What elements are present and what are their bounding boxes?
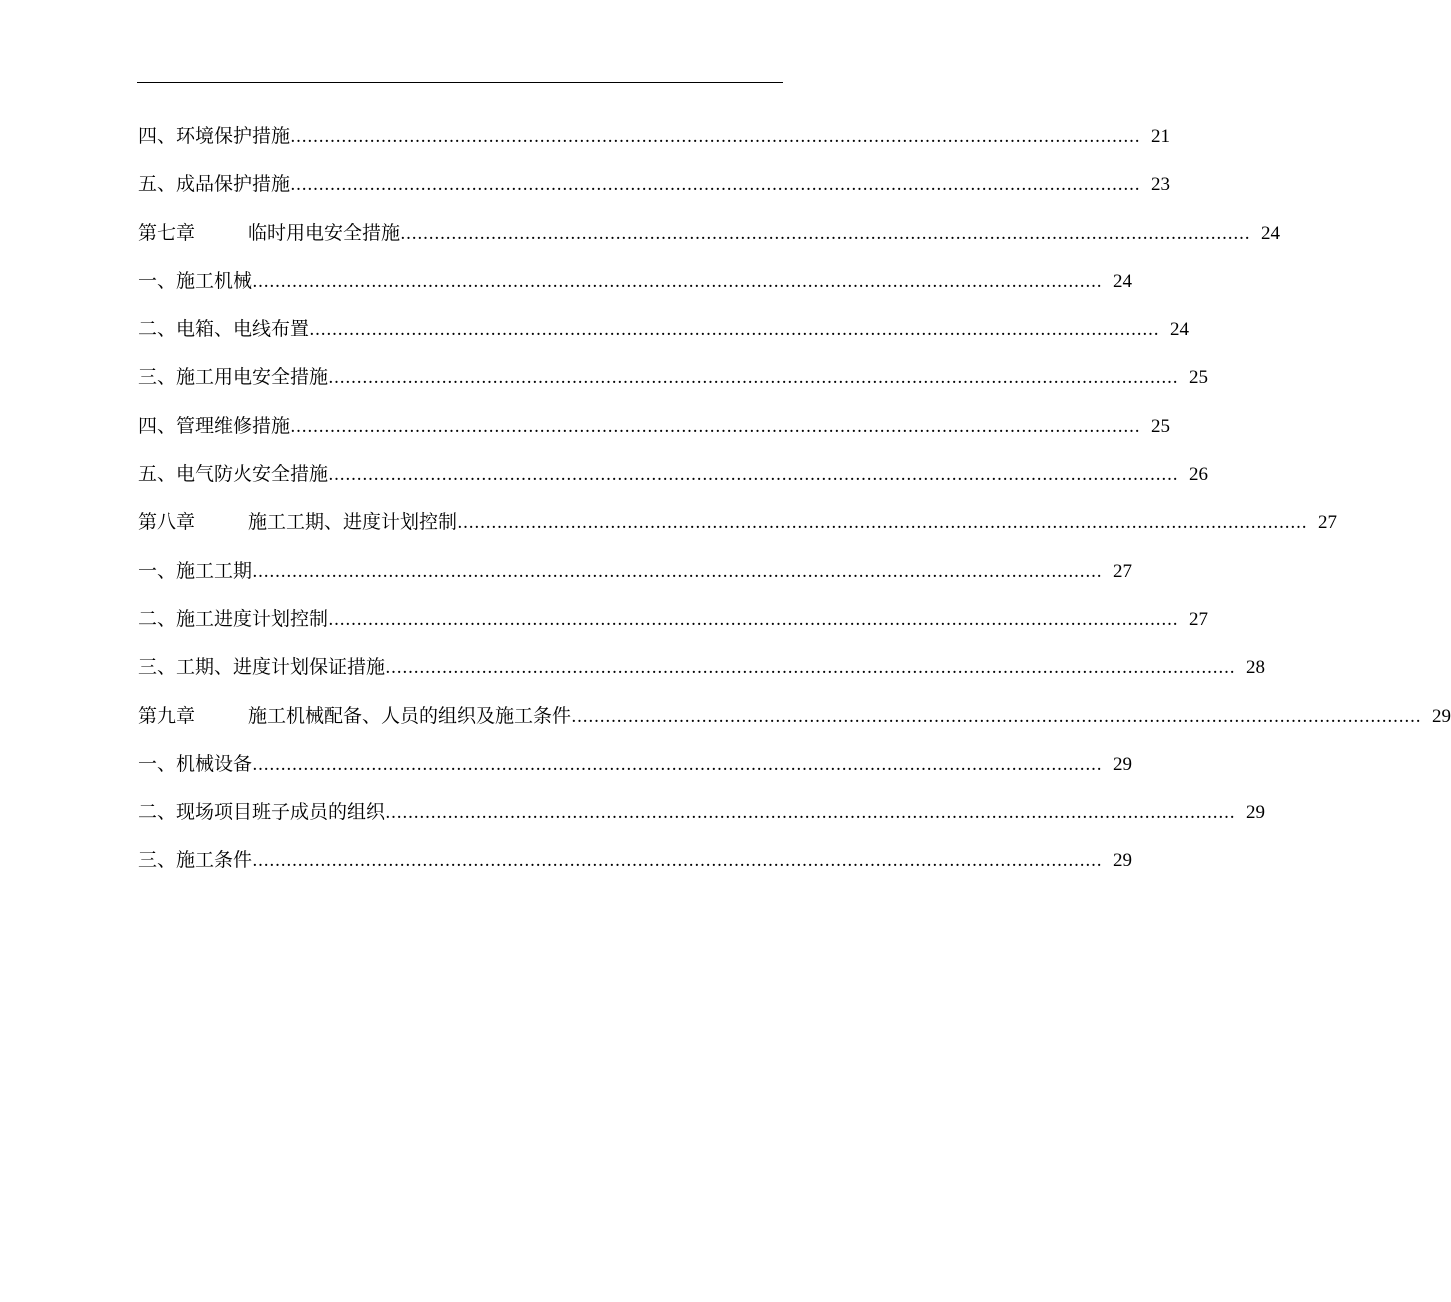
toc-entry[interactable] bbox=[138, 261, 1133, 309]
toc-page-number: 27 bbox=[1113, 560, 1133, 582]
header-rule bbox=[137, 82, 783, 83]
toc-dot-leader: …………………………………………………………………………………………………………………………………… bbox=[252, 754, 1103, 775]
toc-entry[interactable] bbox=[138, 164, 1171, 212]
toc-entry-text bbox=[138, 840, 252, 880]
toc-entry[interactable] bbox=[138, 502, 1338, 550]
toc-entry-text bbox=[138, 792, 385, 832]
toc-entry-text bbox=[138, 599, 328, 639]
toc-entry-text bbox=[138, 551, 252, 591]
toc-entry[interactable] bbox=[138, 309, 1190, 357]
toc-page-number: 27 bbox=[1318, 512, 1338, 534]
toc-entry-text bbox=[138, 261, 252, 301]
toc-dot-leader: …………………………………………………………………………………………………………………………………… bbox=[457, 513, 1308, 534]
toc-chapter-number: 第八章 bbox=[138, 511, 196, 534]
toc-dot-leader: …………………………………………………………………………………………………………………………………… bbox=[309, 320, 1160, 341]
toc-entry-title: 五、成品保护措施 bbox=[138, 173, 291, 196]
toc-entry-text bbox=[138, 454, 328, 494]
toc-entry[interactable] bbox=[138, 551, 1133, 599]
toc-entry-title: 施工工期、进度计划控制 bbox=[248, 511, 458, 534]
toc-page-number: 29 bbox=[1113, 753, 1133, 775]
toc-dot-leader: …………………………………………………………………………………………………………………………………… bbox=[290, 416, 1141, 437]
toc-entry-title: 临时用电安全措施 bbox=[248, 221, 401, 244]
toc-page-number: 29 bbox=[1246, 802, 1266, 824]
toc-dot-leader: …………………………………………………………………………………………………………………………………… bbox=[252, 851, 1103, 872]
toc-page-number: 26 bbox=[1189, 464, 1209, 486]
toc-dot-leader: …………………………………………………………………………………………………………………………………… bbox=[252, 271, 1103, 292]
toc-entry-text bbox=[138, 309, 309, 349]
toc-entry[interactable] bbox=[138, 213, 1281, 261]
toc-dot-leader: …………………………………………………………………………………………………………………………………… bbox=[400, 223, 1251, 244]
toc-page-number: 29 bbox=[1432, 705, 1451, 727]
toc-page-number: 21 bbox=[1151, 126, 1171, 147]
toc-dot-leader: …………………………………………………………………………………………………………………………………… bbox=[328, 465, 1179, 486]
toc-entry[interactable] bbox=[138, 454, 1209, 502]
toc-entry-title: 二、电箱、电线布置 bbox=[138, 318, 310, 341]
toc-entry-title: 四、管理维修措施 bbox=[138, 414, 291, 437]
toc-dot-leader: …………………………………………………………………………………………………………………………………… bbox=[328, 609, 1179, 630]
toc-chapter-number: 第九章 bbox=[138, 704, 196, 727]
toc-entry-title: 五、电气防火安全措施 bbox=[138, 463, 329, 486]
toc-dot-leader: …………………………………………………………………………………………………………………………………… bbox=[328, 368, 1179, 389]
toc-entry[interactable] bbox=[138, 406, 1171, 454]
toc-page-number: 24 bbox=[1170, 319, 1190, 341]
toc-dot-leader: …………………………………………………………………………………………………………………………………… bbox=[290, 127, 1141, 147]
toc-entry[interactable] bbox=[138, 647, 1266, 695]
toc-entry[interactable] bbox=[138, 744, 1133, 792]
toc-entry-title: 三、施工用电安全措施 bbox=[138, 366, 329, 389]
toc-entry-title: 一、机械设备 bbox=[138, 752, 253, 775]
toc-page-number: 24 bbox=[1113, 270, 1133, 292]
toc-entry-text bbox=[138, 696, 571, 736]
toc-entry-text bbox=[138, 647, 385, 687]
toc-page-number: 28 bbox=[1246, 657, 1266, 679]
toc-dot-leader: …………………………………………………………………………………………………………………………………… bbox=[290, 175, 1141, 196]
toc-dot-leader: …………………………………………………………………………………………………………………………………… bbox=[385, 658, 1236, 679]
toc-entry-text bbox=[138, 116, 290, 156]
toc-dot-leader: …………………………………………………………………………………………………………………………………… bbox=[385, 803, 1236, 824]
toc-entry-title: 三、工期、进度计划保证措施 bbox=[138, 656, 386, 679]
toc-page-number: 29 bbox=[1113, 850, 1133, 872]
toc-entry-title: 施工机械配备、人员的组织及施工条件 bbox=[248, 704, 572, 727]
toc-entry-title: 三、施工条件 bbox=[138, 849, 253, 872]
toc-entry-text bbox=[138, 357, 328, 397]
toc-entry-text bbox=[138, 744, 252, 784]
toc-entry-title: 二、施工进度计划控制 bbox=[138, 607, 329, 630]
toc-chapter-number: 第七章 bbox=[138, 221, 196, 244]
toc-dot-leader: …………………………………………………………………………………………………………………………………… bbox=[571, 706, 1422, 727]
toc-entry-text bbox=[138, 164, 290, 204]
toc-entry[interactable] bbox=[138, 116, 1171, 164]
toc-entry[interactable] bbox=[138, 696, 1451, 744]
toc-entry[interactable] bbox=[138, 792, 1266, 840]
toc-entry[interactable] bbox=[138, 840, 1133, 888]
toc-page-number: 25 bbox=[1151, 415, 1171, 437]
toc-dot-leader: …………………………………………………………………………………………………………………………………… bbox=[252, 561, 1103, 582]
toc-entry[interactable] bbox=[138, 599, 1209, 647]
toc-entry-title: 一、施工工期 bbox=[138, 559, 253, 582]
toc-entry-title: 一、施工机械 bbox=[138, 269, 253, 292]
toc-page-number: 24 bbox=[1261, 222, 1281, 244]
toc-entry-title: 四、环境保护措施 bbox=[138, 125, 291, 147]
toc-entry-text bbox=[138, 406, 290, 446]
toc-entry-text bbox=[138, 213, 400, 253]
toc-entry-title: 二、现场项目班子成员的组织 bbox=[138, 801, 386, 824]
toc-page-number: 27 bbox=[1189, 608, 1209, 630]
toc-entry[interactable] bbox=[138, 357, 1209, 405]
toc-page-number: 23 bbox=[1151, 174, 1171, 196]
toc-entry-text bbox=[138, 502, 457, 542]
toc-page-number: 25 bbox=[1189, 367, 1209, 389]
table-of-contents bbox=[138, 116, 1451, 889]
